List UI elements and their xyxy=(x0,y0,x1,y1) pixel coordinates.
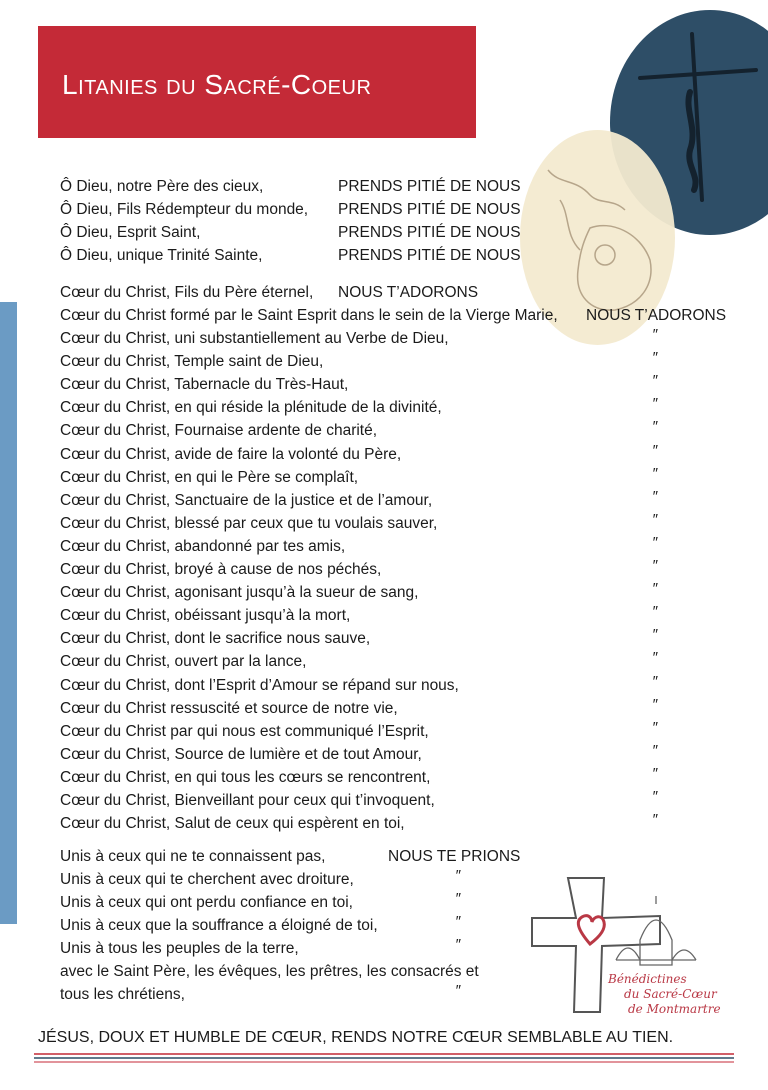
heart-line: Cœur du Christ, Source de lumière et de tout Amour, xyxy=(60,745,422,763)
invocation-line: Ô Dieu, notre Père des cieux, xyxy=(60,178,264,195)
ditto-mark: ″ xyxy=(652,811,658,829)
heart-line: Cœur du Christ, Fils du Père éternel, xyxy=(60,284,314,301)
heart-line: Cœur du Christ, Bienveillant pour ceux qui t’invoquent, xyxy=(60,792,435,809)
heart-line: Cœur du Christ, en qui le Père se complaît, xyxy=(60,468,359,486)
ditto-mark: ″ xyxy=(652,418,658,436)
unis-line: Unis à tous les peuples de la terre, xyxy=(60,940,299,957)
heart-line: Cœur du Christ, obéissant jusqu’à la mort, xyxy=(60,607,351,625)
heart-line: Cœur du Christ, dont le sacrifice nous sauve, xyxy=(60,630,371,648)
unis-line: Unis à ceux qui ne te connaissent pas, xyxy=(60,848,326,865)
heart-line: Cœur du Christ, Salut de ceux qui espèrent en toi, xyxy=(60,815,405,833)
ditto-mark: ″ xyxy=(455,890,461,907)
ditto-mark: ″ xyxy=(652,672,658,690)
invocation-response: PRENDS PITIÉ DE NOUS xyxy=(338,224,521,241)
heart-line: Cœur du Christ, Fournaise ardente de charité, xyxy=(60,422,378,440)
ditto-mark: ″ xyxy=(652,487,658,505)
ditto-mark: ″ xyxy=(652,580,658,598)
heart-line: Cœur du Christ, dont l’Esprit d’Amour se répand sur nous, xyxy=(60,676,459,694)
heart-line: Cœur du Christ, en qui réside la plénitude de la divinité, xyxy=(60,399,442,417)
unis-line: Unis à ceux que la souffrance a éloigné de toi, xyxy=(60,917,378,934)
ditto-mark: ″ xyxy=(652,372,658,390)
ditto-mark: ″ xyxy=(652,464,658,482)
logo-line-3: de Montmartre xyxy=(628,1002,721,1016)
ditto-mark: ″ xyxy=(652,349,658,367)
ditto-mark: ″ xyxy=(652,557,658,574)
ditto-mark: ″ xyxy=(652,510,658,528)
ditto-mark: ″ xyxy=(652,718,658,736)
page-title: Litanies du Sacré-Coeur xyxy=(62,69,372,100)
ditto-mark: ″ xyxy=(652,626,658,644)
heart-line: Cœur du Christ formé par le Saint Esprit dans le sein de la Vierge Marie, xyxy=(60,307,558,324)
ditto-mark: ″ xyxy=(652,788,658,805)
heart-line: Cœur du Christ, abandonné par tes amis, xyxy=(60,537,346,555)
heart-line: Cœur du Christ, broyé à cause de nos péchés, xyxy=(60,561,382,578)
ditto-mark: ″ xyxy=(652,441,658,459)
invocation-line: Ô Dieu, Fils Rédempteur du monde, xyxy=(60,201,309,218)
logo-basilica-icon xyxy=(616,896,696,965)
ditto-mark: ″ xyxy=(455,936,461,953)
heart-line: Cœur du Christ, Temple saint de Dieu, xyxy=(60,353,324,371)
heart-line: Cœur du Christ, avide de faire la volonté du Père, xyxy=(60,445,402,463)
invocation-response: PRENDS PITIÉ DE NOUS xyxy=(338,201,521,218)
unis-line: avec le Saint Père, les évêques, les prêtres, les consacrés et xyxy=(60,963,479,980)
ditto-mark: ″ xyxy=(652,764,658,782)
invocation-line: Ô Dieu, unique Trinité Sainte, xyxy=(60,247,263,264)
crucifix-icon xyxy=(640,34,756,200)
logo-line-2: du Sacré-Cœur xyxy=(624,987,717,1001)
heart-response: NOUS T’ADORONS xyxy=(586,307,727,324)
heart-line: Cœur du Christ par qui nous est communiqué l’Esprit, xyxy=(60,722,429,740)
ditto-mark: ″ xyxy=(455,982,461,999)
heart-line: Cœur du Christ, Tabernacle du Très-Haut, xyxy=(60,376,349,394)
virgin-sketch-icon xyxy=(548,170,651,310)
heart-line: Cœur du Christ, ouvert par la lance, xyxy=(60,653,307,671)
ditto-mark: ″ xyxy=(455,913,461,930)
ditto-mark: ″ xyxy=(652,695,658,713)
invocation-response: PRENDS PITIÉ DE NOUS xyxy=(338,178,521,195)
heart-line: Cœur du Christ ressuscité et source de notre vie, xyxy=(60,699,398,717)
ditto-mark: ″ xyxy=(652,649,658,667)
ditto-mark: ″ xyxy=(652,741,658,759)
heart-line: Cœur du Christ, agonisant jusqu’à la sueur de sang, xyxy=(60,584,419,602)
heart-line: Cœur du Christ, en qui tous les cœurs se rencontrent, xyxy=(60,768,431,786)
unis-response: NOUS TE PRIONS xyxy=(388,848,521,865)
heart-line: Cœur du Christ, Sanctuaire de la justice et de l’amour, xyxy=(60,491,433,509)
left-accent-bar xyxy=(0,302,17,924)
invocation-response: PRENDS PITIÉ DE NOUS xyxy=(338,247,521,264)
ditto-mark: ″ xyxy=(652,533,658,551)
heart-line: Cœur du Christ, blessé par ceux que tu voulais sauver, xyxy=(60,514,438,532)
unis-line: Unis à ceux qui ont perdu confiance en toi, xyxy=(60,894,353,911)
logo-heart-icon xyxy=(578,916,604,944)
ditto-mark: ″ xyxy=(652,326,658,343)
heart-response: NOUS T’ADORONS xyxy=(338,284,479,301)
closing-prayer: JÉSUS, DOUX ET HUMBLE DE CŒUR, RENDS NOTRE CŒUR SEMBLABLE AU TIEN. xyxy=(38,1029,674,1046)
ditto-mark: ″ xyxy=(455,867,461,884)
unis-line: tous les chrétiens, xyxy=(60,986,185,1003)
ditto-mark: ″ xyxy=(652,395,658,413)
title-banner xyxy=(38,26,476,138)
heart-line: Cœur du Christ, uni substantiellement au Verbe de Dieu, xyxy=(60,330,449,347)
unis-line: Unis à ceux qui te cherchent avec droiture, xyxy=(60,871,354,888)
logo-line-1: Bénédictines xyxy=(608,972,687,986)
ditto-mark: ″ xyxy=(652,603,658,621)
invocation-line: Ô Dieu, Esprit Saint, xyxy=(60,224,201,241)
